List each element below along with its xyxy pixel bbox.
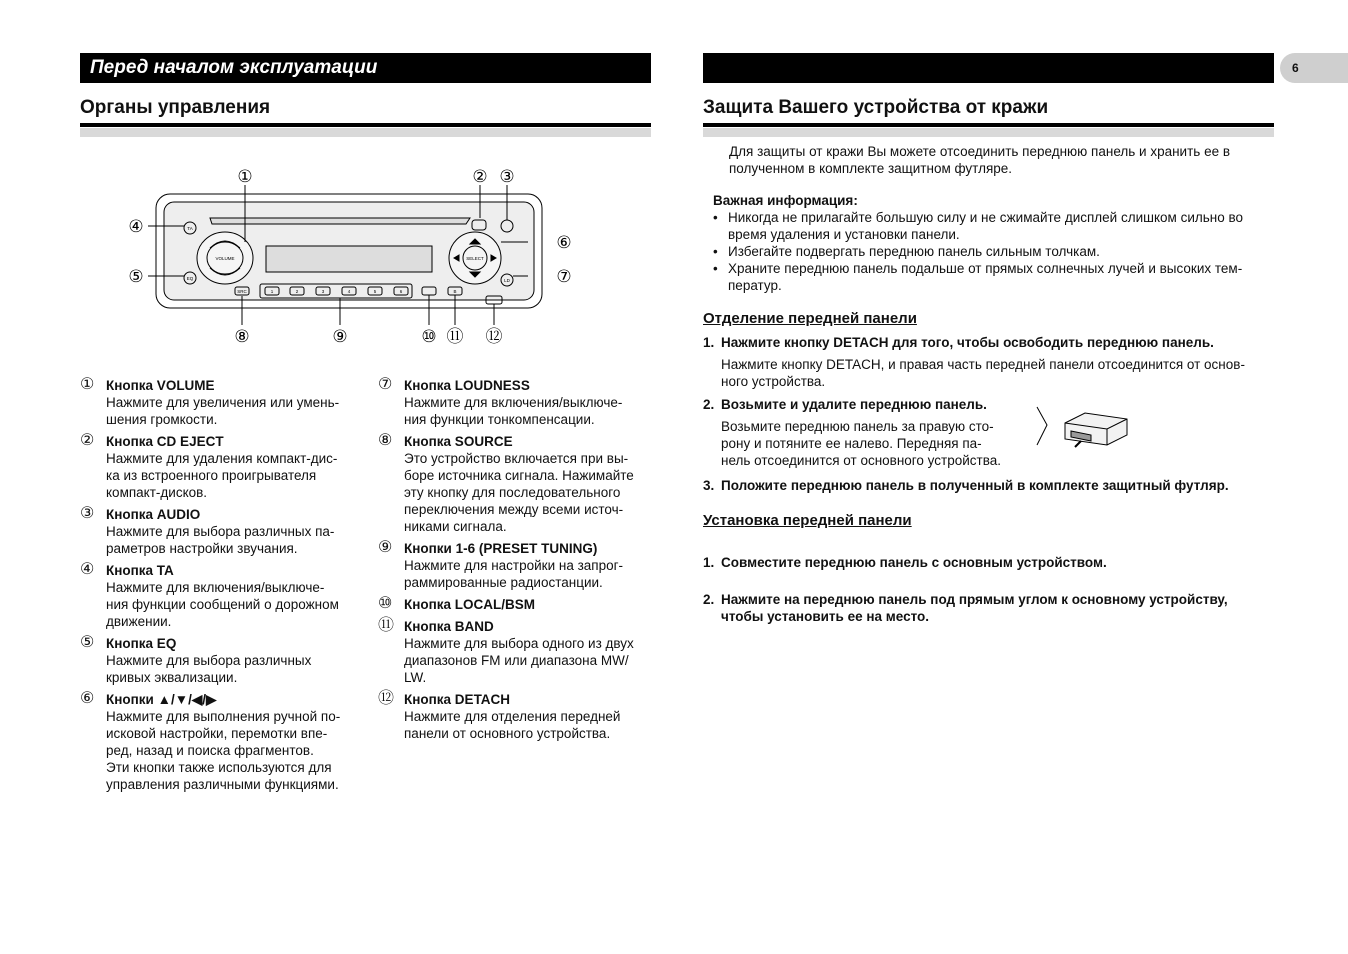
item-heading: Кнопка AUDIO [106, 507, 201, 522]
callout-1: ① [237, 167, 253, 187]
item-heading: Кнопка CD EJECT [106, 434, 224, 449]
item-heading: Кнопка SOURCE [404, 434, 513, 449]
item-text-line: исковой настройки, перемотки впе- [106, 726, 328, 741]
item-heading: Кнопка VOLUME [106, 378, 215, 393]
page-number: 6 [1280, 53, 1348, 83]
item-text-line: Нажмите для выбора различных [106, 653, 312, 668]
items-column-1 [80, 377, 360, 798]
control-item [378, 433, 658, 535]
item-text-line: ния функции сообщений о дорожном [106, 597, 339, 612]
control-item [80, 691, 360, 793]
install-title: Установка передней панели [703, 512, 912, 529]
callout-9: ⑨ [332, 327, 348, 347]
left-section-title: Органы управления [80, 97, 271, 118]
item-text-line: Нажмите для настройки на запрог- [404, 558, 624, 573]
intro-line: полученном в комплекте защитном футляре. [729, 161, 1013, 176]
item-number: ⑤ [80, 634, 95, 651]
list-item: • Никогда не прилагайте большую силу и не сжимайте дисплей слишком сильно во время удаления и установки панели. [713, 209, 1275, 243]
important-title: Важная информация: [713, 193, 858, 208]
label-eq: EQ [186, 276, 194, 281]
left-header-bar: Перед началом эксплуатации [80, 53, 651, 83]
callout-6: ⑥ [556, 233, 572, 253]
control-item [378, 596, 658, 613]
item-text-line: боре источника сигнала. Нажимайте [404, 468, 634, 483]
item-number: ⑩ [378, 595, 393, 612]
item-text-line: управления различными функциями. [106, 777, 339, 792]
car-stereo-diagram [120, 160, 590, 350]
item-heading: Кнопка DETACH [404, 692, 511, 707]
label-volume: VOLUME [215, 256, 235, 261]
callout-2: ② [472, 167, 488, 187]
label-preset-4: 4 [347, 289, 351, 294]
item-number: ① [80, 376, 95, 393]
item-heading: Кнопка TA [106, 563, 174, 578]
install-step-2: 2. Нажмите на переднюю панель под прямым углом к основному устройству, чтобы установить ее на место. [703, 592, 1228, 624]
item-heading: Кнопка LOUDNESS [404, 378, 530, 393]
item-text-line: Нажмите для включения/выключе- [106, 580, 325, 595]
item-text-line: движении. [106, 614, 172, 629]
intro-line: Для защиты от кражи Вы можете отсоединить переднюю панель и хранить ее в [729, 144, 1231, 159]
item-text-line: раметров настройки звучания. [106, 541, 298, 556]
control-item [80, 506, 360, 557]
control-item [80, 377, 360, 428]
label-preset-3: 3 [321, 289, 325, 294]
item-text-line: Нажмите для включения/выключе- [404, 395, 623, 410]
right-title-rule [703, 123, 1274, 127]
callout-3: ③ [499, 167, 515, 187]
callout-4: ④ [128, 217, 144, 237]
item-text-line: Нажмите для выполнения ручной по- [106, 709, 341, 724]
detach-step-2: 2. Возьмите и удалите переднюю панель. Возьмите переднюю панель за правую сто- рону и потяните ее налево. Передняя па- нель отсоединится от основного устройства. [703, 397, 1001, 468]
callout-12: ⑫ [485, 327, 503, 347]
control-item [80, 562, 360, 630]
item-text-line: Это устройство включается при вы- [404, 451, 629, 466]
item-number: ⑨ [378, 539, 393, 556]
right-title-band [703, 128, 1274, 137]
intro-paragraph [729, 143, 1274, 177]
control-item [378, 618, 658, 686]
item-number: ② [80, 432, 95, 449]
item-text-line: Нажмите для выбора одного из двух [404, 636, 634, 651]
detach-illustration [1035, 405, 1135, 455]
item-number: ⑥ [80, 690, 95, 707]
detach-step-1: 1. Нажмите кнопку DETACH для того, чтобы освободить переднюю панель. Нажмите кнопку DETACH, и правая часть передней панели отсоединится от основ- ного устройства. [703, 335, 1245, 389]
callout-7: ⑦ [556, 267, 572, 287]
right-header-bar [703, 53, 1274, 83]
item-text-line: раммированные радиостанции. [404, 575, 603, 590]
item-text-line: шения громкости. [106, 412, 218, 427]
item-text-line: Нажмите для удаления компакт-дис- [106, 451, 338, 466]
items-column-2 [378, 377, 658, 747]
callout-8: ⑧ [234, 327, 250, 347]
left-title-band [80, 128, 651, 137]
control-item [80, 433, 360, 501]
item-text-line: Нажмите для отделения передней [404, 709, 621, 724]
label-ta: TA [187, 226, 193, 231]
control-item [378, 377, 658, 428]
label-band: B [453, 289, 457, 294]
detach-title: Отделение передней панели [703, 310, 917, 327]
list-item: • Храните переднюю панель подальше от прямых солнечных лучей и высоких тем- ператур. [713, 260, 1275, 294]
item-text-line: панели от основного устройства. [404, 726, 611, 741]
item-text-line: никами сигнала. [404, 519, 507, 534]
item-text-line: ка из встроенного проигрывателя [106, 468, 317, 483]
item-text-line: компакт-дисков. [106, 485, 208, 500]
label-preset-1: 1 [270, 289, 274, 294]
item-text-line: переключения между всеми источ- [404, 502, 624, 517]
label-src: SRC [237, 289, 247, 294]
item-text-line: кривых эквализации. [106, 670, 238, 685]
item-number: ⑧ [378, 432, 393, 449]
left-title-rule [80, 123, 651, 127]
item-number: ⑦ [378, 376, 393, 393]
list-item: • Избегайте подвергать переднюю панель сильным толчкам. [713, 243, 1275, 260]
item-number: ⑪ [378, 617, 395, 634]
important-list [713, 209, 1275, 294]
label-preset-2: 2 [295, 289, 299, 294]
item-text-line: LW. [404, 670, 427, 685]
item-heading: Кнопка LOCAL/BSM [404, 597, 536, 612]
item-text-line: ред, назад и поиска фрагментов. [106, 743, 314, 758]
label-preset-5: 5 [373, 289, 377, 294]
control-item [378, 691, 658, 742]
install-step-1: 1. Совместите переднюю панель с основным устройством. [703, 555, 1107, 570]
item-text-line: диапазонов FM или диапазона MW/ [404, 653, 629, 668]
item-number: ⑫ [378, 690, 395, 707]
item-text-line: ния функции тонкомпенсации. [404, 412, 595, 427]
label-ld: LD [504, 278, 510, 283]
item-heading: Кнопки 1-6 (PRESET TUNING) [404, 541, 598, 556]
callout-11: ⑪ [446, 327, 464, 347]
item-text-line: Эти кнопки также используются для [106, 760, 332, 775]
cd-slot [210, 218, 470, 224]
display-window [266, 246, 432, 272]
item-number: ③ [80, 505, 95, 522]
item-heading: Кнопка EQ [106, 636, 177, 651]
item-heading: Кнопка BAND [404, 619, 494, 634]
label-select: SELECT [466, 256, 484, 261]
item-text-line: Нажмите для увеличения или умень- [106, 395, 340, 410]
detach-step-3: 3. Положите переднюю панель в полученный в комплекте защитный футляр. [703, 478, 1229, 493]
control-item [80, 635, 360, 686]
control-item [378, 540, 658, 591]
item-number: ④ [80, 561, 95, 578]
label-preset-6: 6 [399, 289, 403, 294]
callout-10: ⑩ [421, 327, 437, 347]
callout-5: ⑤ [128, 267, 144, 287]
item-heading: Кнопки ▲/▼/◀/▶ [106, 692, 217, 707]
right-section-title: Защита Вашего устройства от кражи [703, 97, 1049, 118]
item-text-line: эту кнопку для последовательного [404, 485, 621, 500]
item-text-line: Нажмите для выбора различных па- [106, 524, 335, 539]
